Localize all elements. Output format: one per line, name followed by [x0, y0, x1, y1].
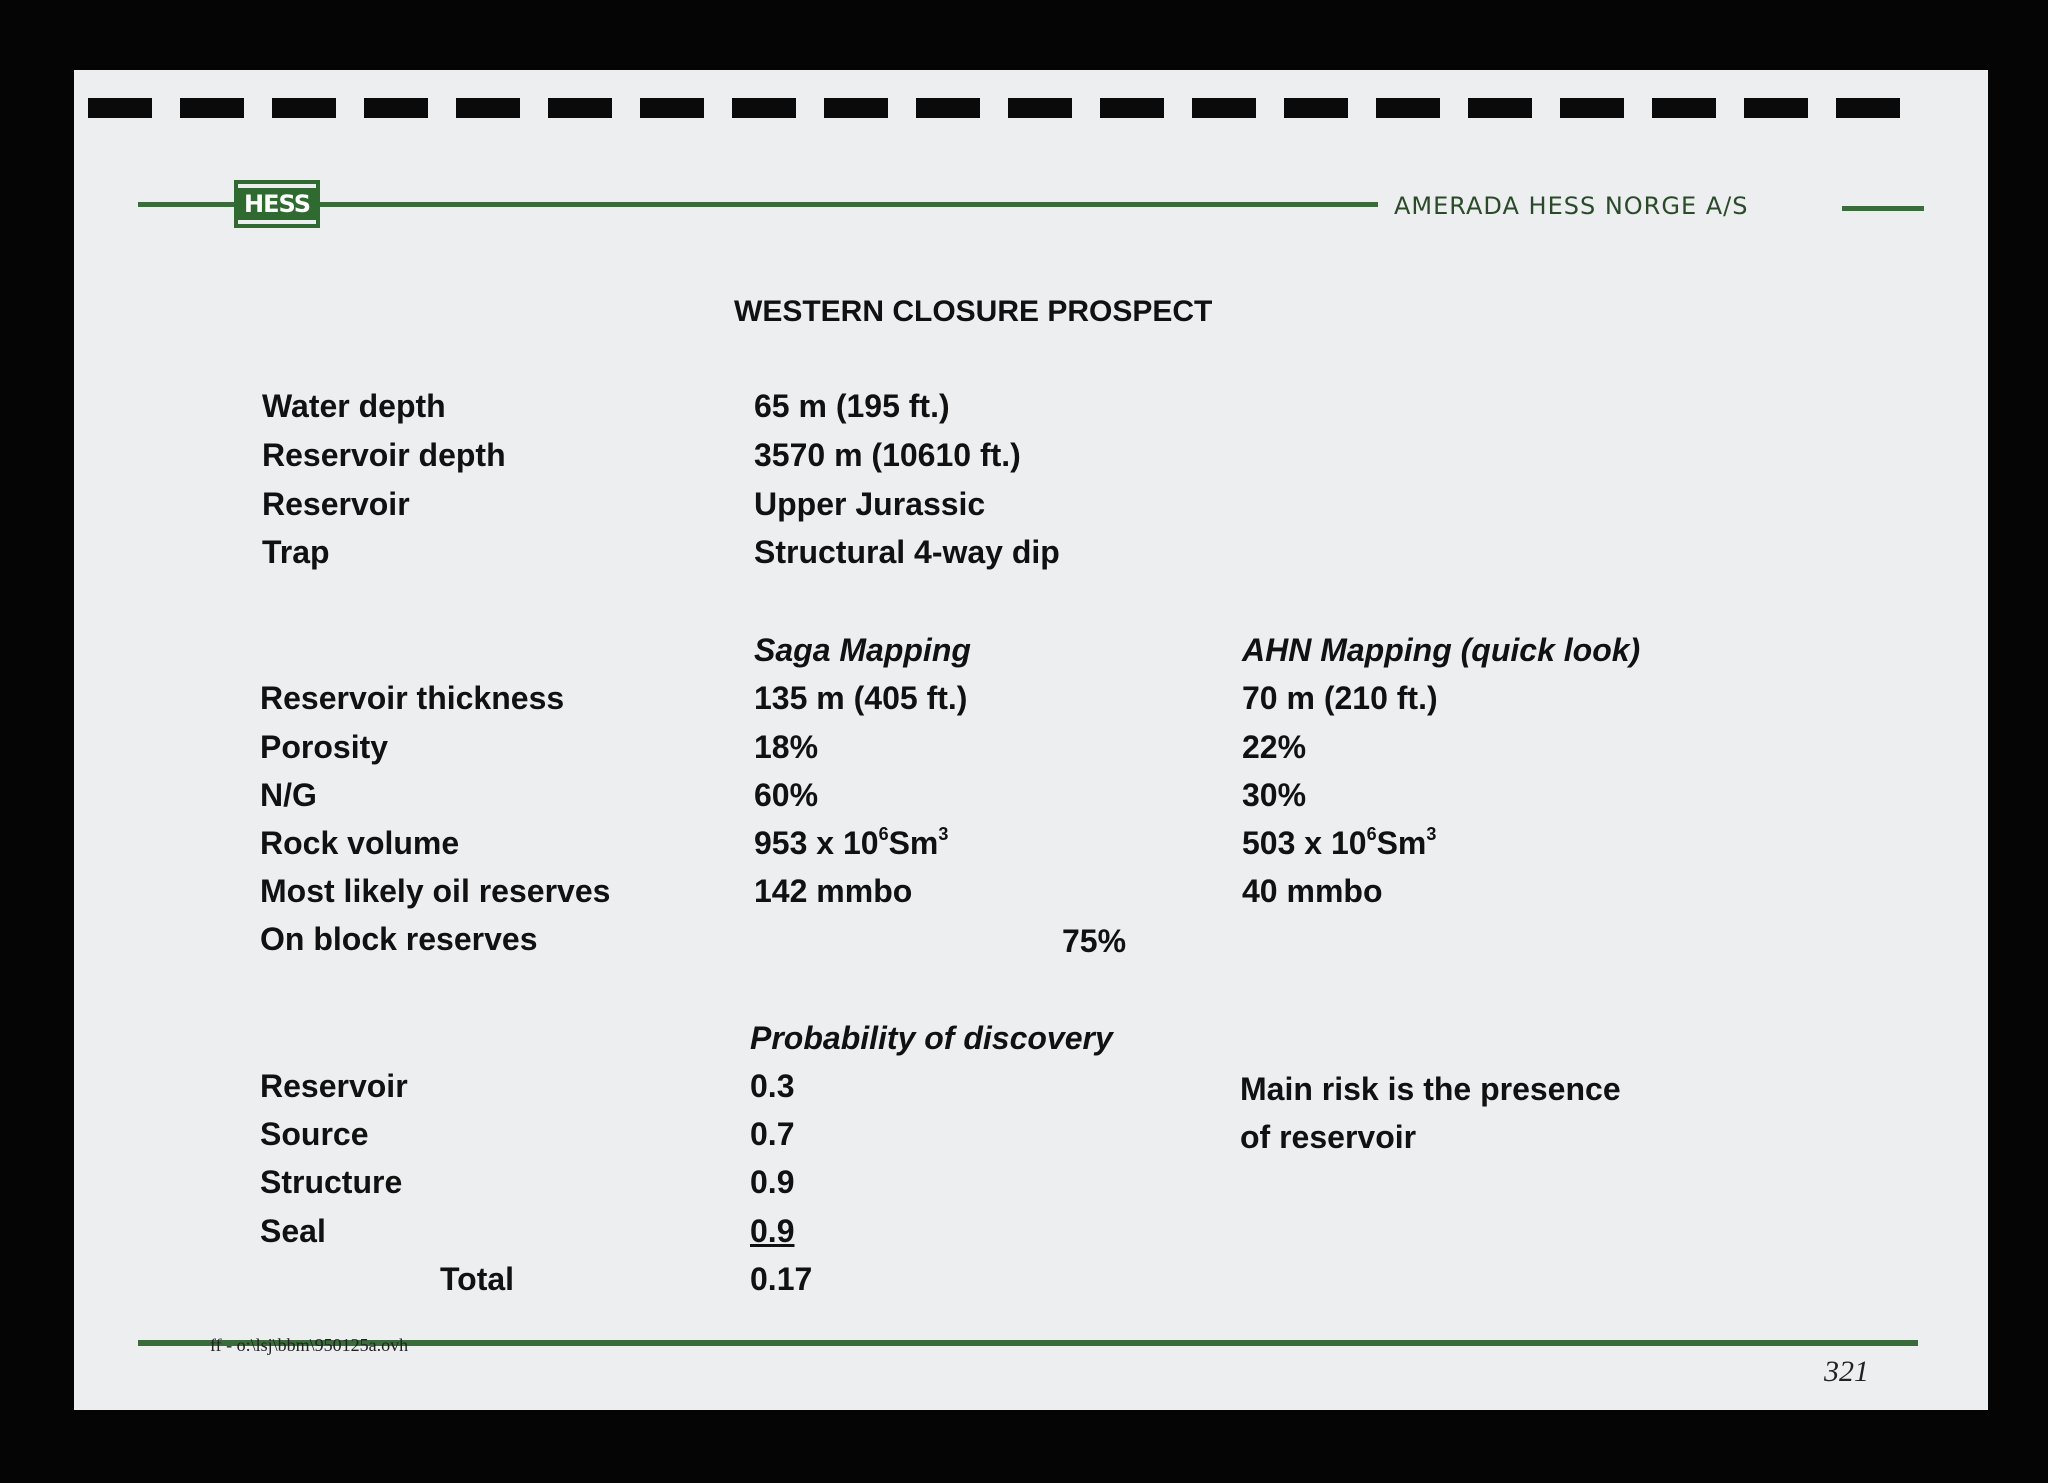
- ahn-porosity: 22%: [1242, 729, 1307, 765]
- risk-note-line2: of reservoir: [1240, 1119, 1417, 1155]
- saga-porosity: 18%: [754, 729, 819, 765]
- value-trap: Structural 4-way dip: [754, 534, 1060, 570]
- value-prob-reservoir: 0.3: [750, 1068, 795, 1104]
- value-on-block-reserves: 75%: [1062, 923, 1127, 959]
- value-reservoir-depth: 3570 m (10610 ft.): [754, 437, 1021, 473]
- ahn-reservoir-thickness: 70 m (210 ft.): [1242, 680, 1438, 716]
- label-prob-reservoir: Reservoir: [260, 1068, 408, 1104]
- probability-header: Probability of discovery: [750, 1020, 1113, 1056]
- company-name: AMERADA HESS NORGE A/S: [1394, 192, 1749, 220]
- label-prob-source: Source: [260, 1116, 369, 1152]
- label-reservoir-thickness: Reservoir thickness: [260, 680, 565, 716]
- document-page: [74, 70, 1988, 1410]
- footer-file-path: ff - o:\lsj\bbm\950125a.ovh: [210, 1335, 409, 1355]
- ahn-mapping-header: AHN Mapping (quick look): [1242, 632, 1641, 668]
- logo-text: HESS: [238, 188, 316, 220]
- label-total: Total: [440, 1261, 515, 1297]
- page-number: 321: [1824, 1355, 1869, 1388]
- label-reservoir-depth: Reservoir depth: [262, 437, 506, 473]
- saga-ng: 60%: [754, 777, 819, 813]
- hess-logo: [234, 180, 320, 228]
- label-prob-seal: Seal: [260, 1213, 326, 1249]
- label-ng: N/G: [260, 777, 317, 813]
- saga-mapping-header: Saga Mapping: [754, 632, 971, 668]
- ahn-oil-reserves: 40 mmbo: [1242, 873, 1383, 909]
- value-prob-source: 0.7: [750, 1116, 795, 1152]
- header-rule-middle: [318, 202, 1378, 207]
- saga-rock-volume: 953 x $10^6Sm^3$: [754, 824, 949, 861]
- label-trap: Trap: [262, 534, 330, 570]
- ahn-ng: 30%: [1242, 777, 1307, 813]
- saga-reservoir-thickness: 135 m (405 ft.): [754, 680, 968, 716]
- value-total: 0.17: [750, 1261, 813, 1297]
- label-on-block-reserves: On block reserves: [260, 921, 538, 957]
- label-prob-structure: Structure: [260, 1164, 403, 1200]
- value-prob-seal: 0.9: [750, 1213, 795, 1249]
- label-porosity: Porosity: [260, 729, 389, 765]
- label-oil-reserves: Most likely oil reserves: [260, 873, 611, 909]
- label-water-depth: Water depth: [262, 388, 446, 424]
- header-rule-left: [138, 202, 238, 207]
- label-reservoir: Reservoir: [262, 486, 410, 522]
- ahn-rock-volume: 503 x $10^6Sm^3$: [1242, 824, 1437, 861]
- risk-note-line1: Main risk is the presence: [1240, 1071, 1621, 1107]
- value-reservoir: Upper Jurassic: [754, 486, 986, 522]
- value-water-depth: 65 m (195 ft.): [754, 388, 950, 424]
- page-title: WESTERN CLOSURE PROSPECT: [734, 295, 1213, 328]
- punch-holes: [88, 98, 1988, 120]
- saga-oil-reserves: 142 mmbo: [754, 873, 913, 909]
- value-prob-structure: 0.9: [750, 1164, 795, 1200]
- header-rule-right: [1842, 206, 1924, 211]
- label-rock-volume: Rock volume: [260, 825, 460, 861]
